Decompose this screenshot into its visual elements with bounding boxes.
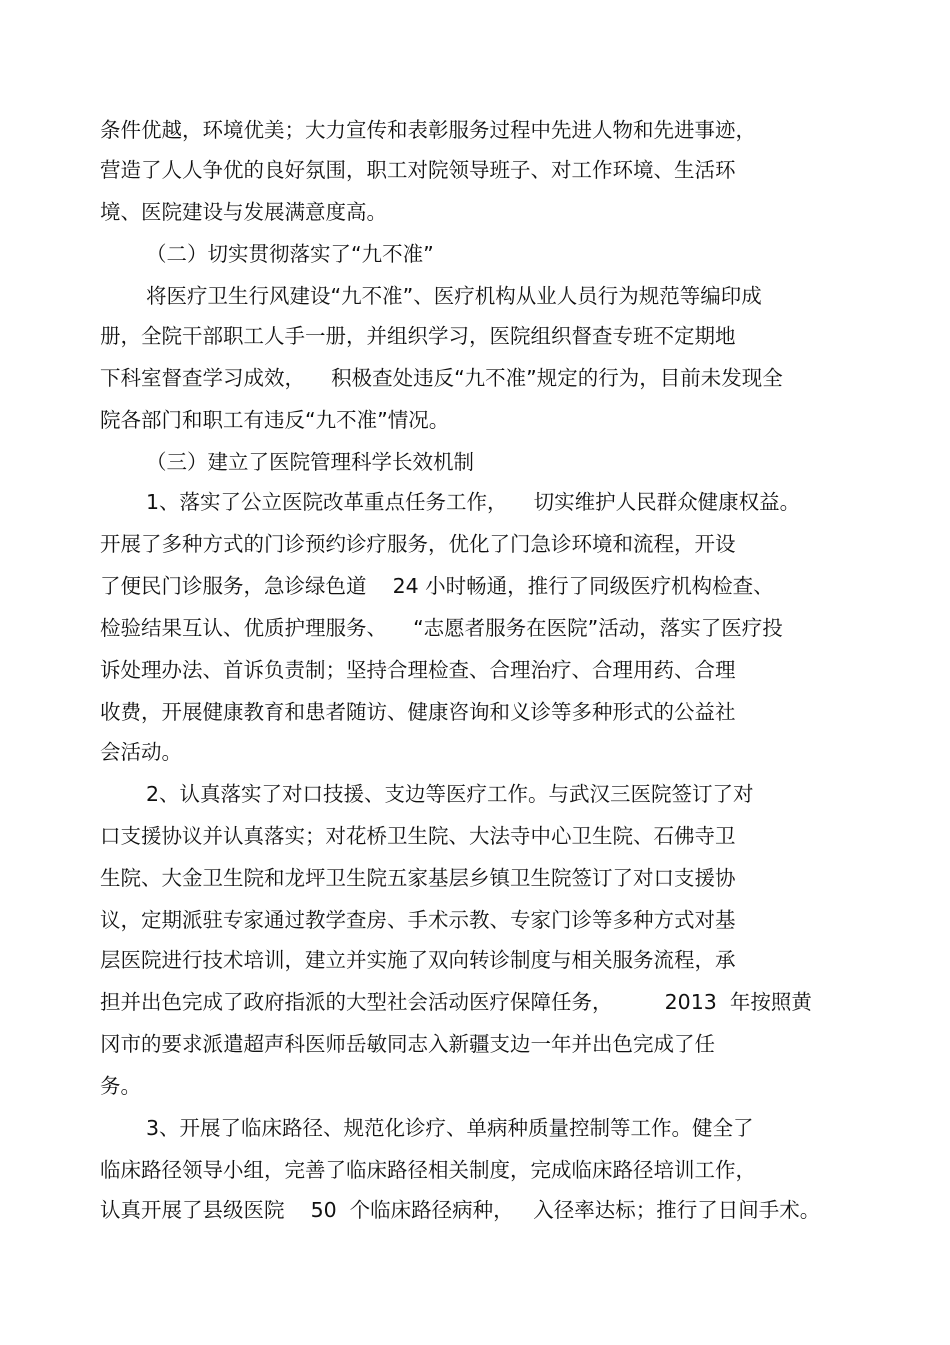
text-line: 层医院进行技术培训，建立并实施了双向转诊制度与相关服务流程，承 — [100, 948, 736, 972]
text-line: 务。 — [100, 1074, 141, 1098]
text-line: 册，全院干部职工人手一册，并组织学习，医院组织督查专班不定期地 — [100, 324, 736, 348]
text-line: 3、开展了临床路径、规范化诊疗、单病种质量控制等工作。健全了 — [146, 1116, 754, 1140]
section-heading: （三）建立了医院管理科学长效机制 — [146, 450, 474, 474]
text-line: 诉处理办法、首诉负责制；坚持合理检查、合理治疗、合理用药、合理 — [100, 658, 736, 682]
text-line: 口支援协议并认真落实；对花桥卫生院、大法寺中心卫生院、石佛寺卫 — [100, 824, 736, 848]
text-line: 临床路径领导小组，完善了临床路径相关制度，完成临床路径培训工作， — [100, 1158, 756, 1182]
text-line: 营造了人人争优的良好氛围，职工对院领导班子、对工作环境、生活环 — [100, 158, 736, 182]
text-line: 议，定期派驻专家通过教学查房、手术示教、专家门诊等多种方式对基 — [100, 908, 736, 932]
text-line: 生院、大金卫生院和龙坪卫生院五家基层乡镇卫生院签订了对口支援协 — [100, 866, 736, 890]
text-line: 开展了多种方式的门诊预约诊疗服务，优化了门急诊环境和流程，开设 — [100, 532, 736, 556]
text-line: 2、认真落实了对口技援、支边等医疗工作。与武汉三医院签订了对 — [146, 782, 754, 806]
text-line: 了便民门诊服务，急诊绿色道 24 小时畅通，推行了同级医疗机构检查、 — [100, 574, 774, 598]
text-line: 将医疗卫生行风建设“九不准”、医疗机构从业人员行为规范等编印成 — [146, 284, 762, 308]
section-heading: （二）切实贯彻落实了“九不准” — [146, 242, 434, 266]
text-line: 会活动。 — [100, 740, 182, 764]
text-line: 认真开展了县级医院 50 个临床路径病种， 入径率达标；推行了日间手术。 — [100, 1198, 821, 1222]
text-line: 冈市的要求派遣超声科医师岳敏同志入新疆支边一年并出色完成了任 — [100, 1032, 715, 1056]
text-line: 条件优越，环境优美；大力宣传和表彰服务过程中先进人物和先进事迹， — [100, 118, 756, 142]
text-line: 检验结果互认、优质护理服务、 “志愿者服务在医院”活动，落实了医疗投 — [100, 616, 783, 640]
text-line: 院各部门和职工有违反“九不准”情况。 — [100, 408, 450, 432]
text-line: 1、落实了公立医院改革重点任务工作， 切实维护人民群众健康权益。 — [146, 490, 801, 514]
text-line: 下科室督查学习成效， 积极查处违反“九不准”规定的行为，目前未发现全 — [100, 366, 783, 390]
text-line: 境、医院建设与发展满意度高。 — [100, 200, 387, 224]
text-line: 担并出色完成了政府指派的大型社会活动医疗保障任务， 2013 年按照黄 — [100, 990, 812, 1014]
text-line: 收费，开展健康教育和患者随访、健康咨询和义诊等多种形式的公益社 — [100, 700, 736, 724]
